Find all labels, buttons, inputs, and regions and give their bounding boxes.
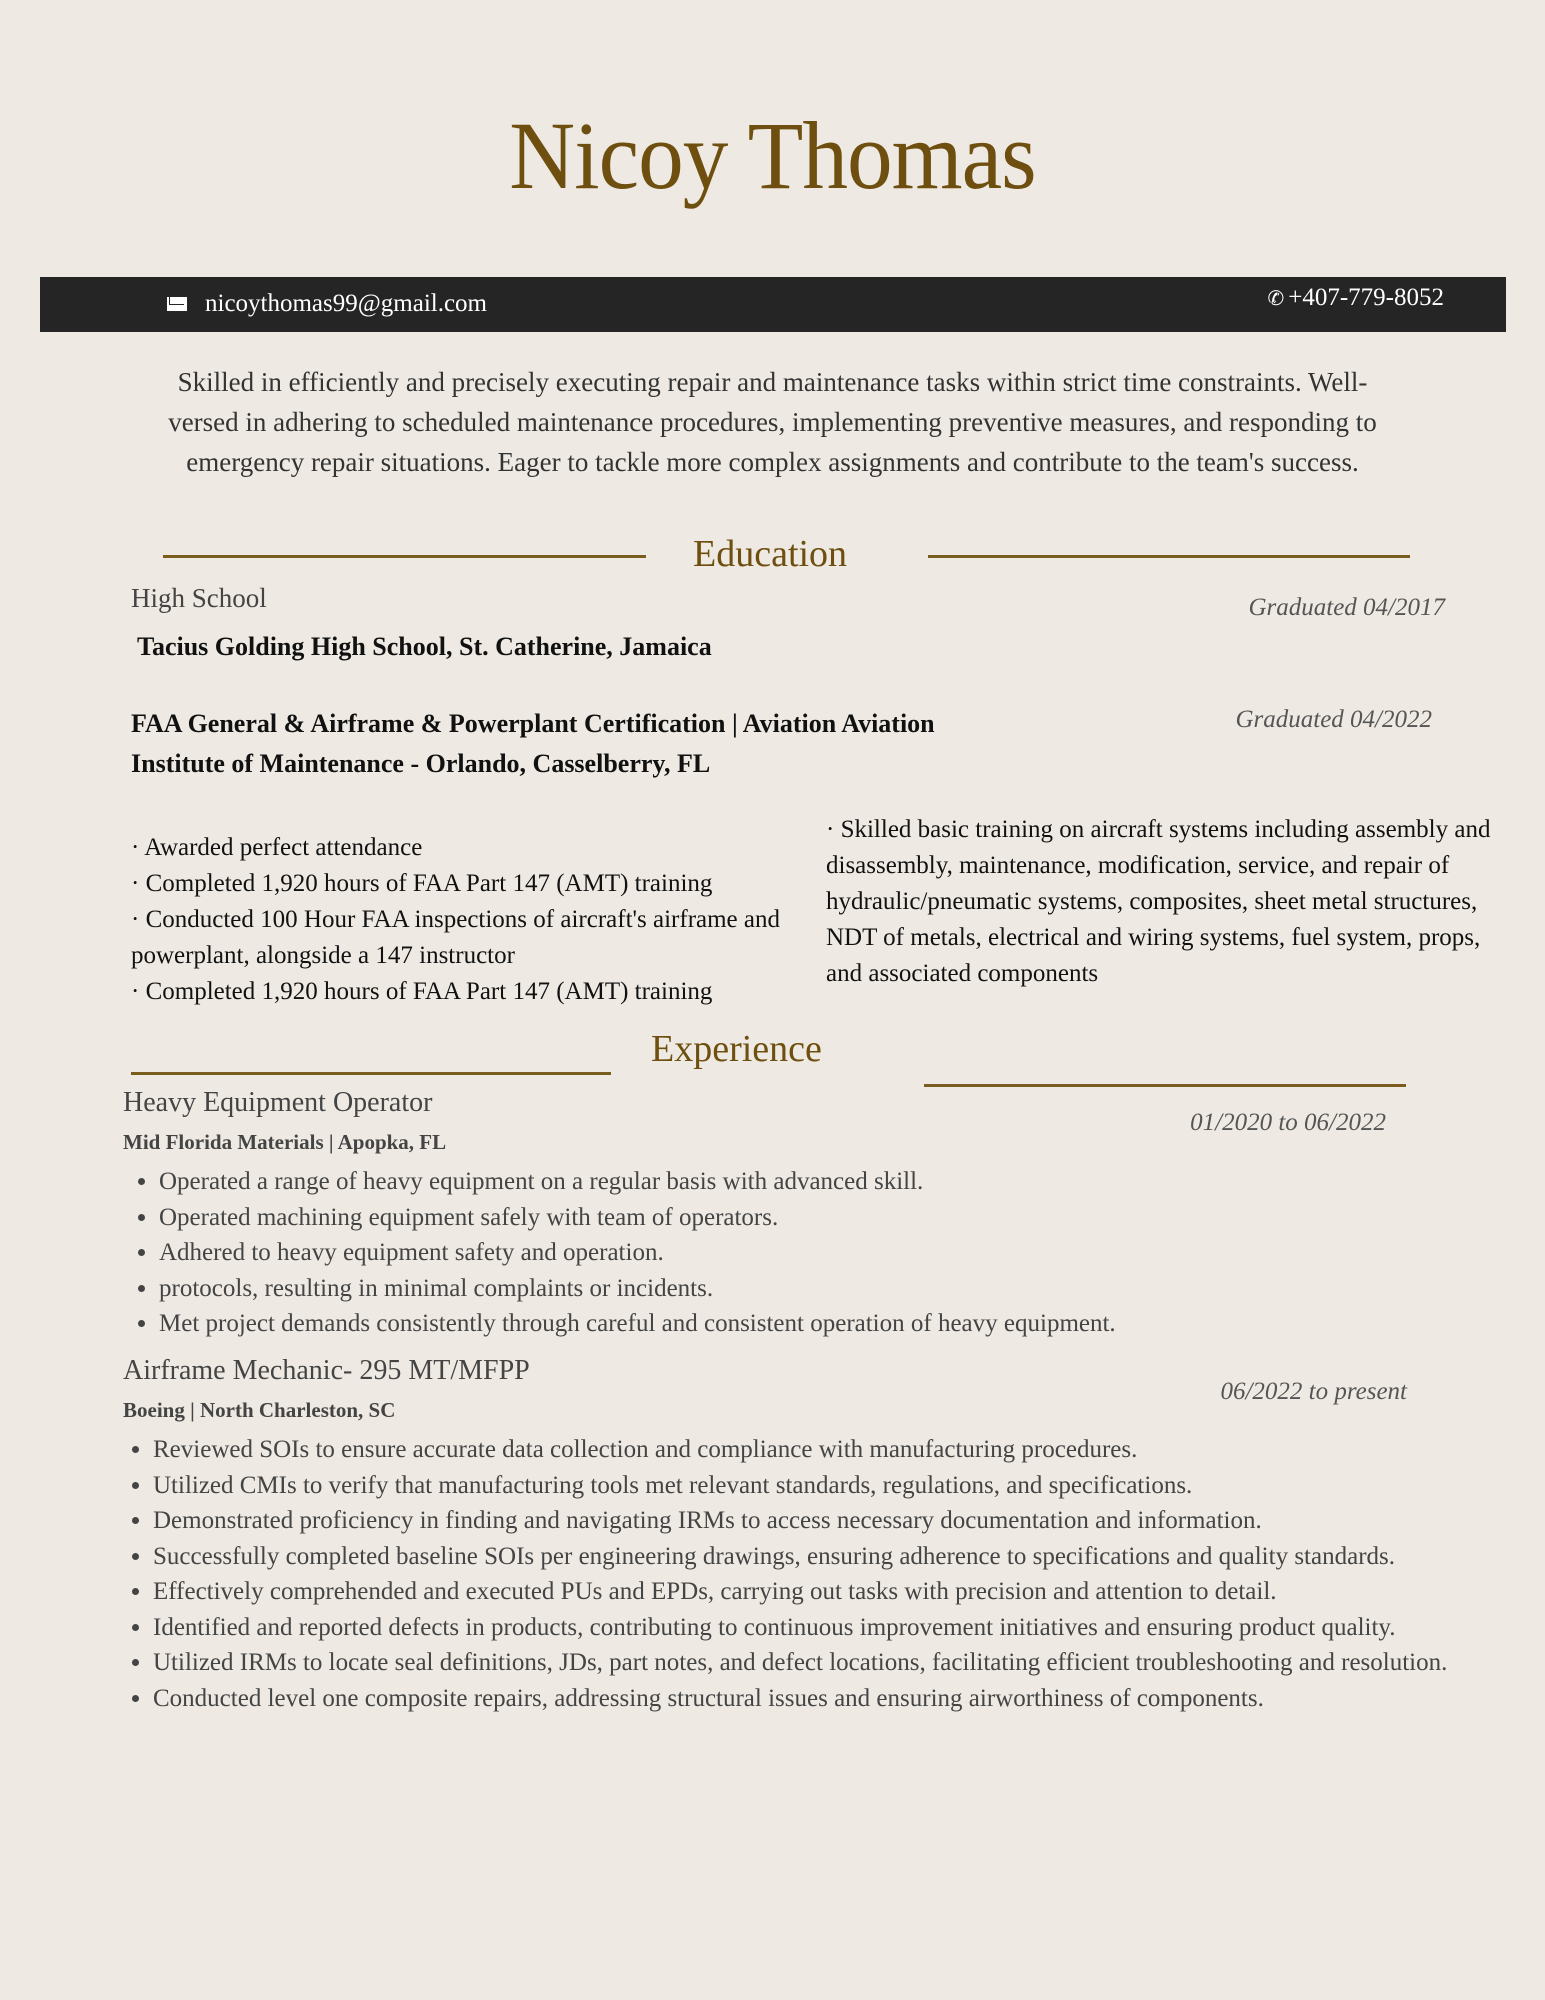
section-divider [924,1084,1406,1087]
job-company: Mid Florida Materials | Apopka, FL [123,1130,447,1154]
job-bullet: • protocols, resulting in minimal complaints or incidents. [159,1271,1459,1307]
education-heading: Education [693,533,848,575]
education-school: Tacius Golding High School, St. Catherine, Jamaica [137,632,712,661]
job-title: Airframe Mechanic- 295 MT/MFPP [123,1355,530,1386]
contact-bar [40,277,1506,332]
job-bullet: • Operated machining equipment safely with team of operators. [159,1200,1459,1236]
job-bullet: • Operated a range of heavy equipment on a regular basis with advanced skill. [159,1164,1459,1200]
education-school: FAA General & Airframe & Powerplant Certification | Aviation Aviation Institute of Maintenance - Orlando, Casselberry, FL [131,709,935,778]
job-bullet: • Utilized IRMs to locate seal definitions, JDs, part notes, and defect locations, facilitating efficient troubleshooting and resolution. [153,1645,1463,1681]
phone-number[interactable]: +407-779-8052 [1288,284,1444,311]
job-company: Boeing | North Charleston, SC [123,1398,396,1422]
email-address[interactable]: nicoythomas99@gmail.com [205,290,488,317]
job-bullet: • Identified and reported defects in products, contributing to continuous improvement initiatives and ensuring product quality. [153,1610,1463,1646]
education-bullet: · Awarded perfect attendance [131,834,423,861]
envelope-icon [167,297,187,311]
job-bullet: • Adhered to heavy equipment safety and operation. [159,1235,1459,1271]
education-level: High School [131,583,267,613]
job-date: 06/2022 to present [1220,1378,1407,1405]
phone-icon: ✆ [1267,287,1285,310]
education-bullet: · Conducted 100 Hour FAA inspections of aircraft's airframe and powerplant, alongside a 147 instructor [131,906,780,969]
job-bullet: • Reviewed SOIs to ensure accurate data collection and compliance with manufacturing procedures. [153,1432,1463,1468]
job-bullet: • Met project demands consistently through careful and consistent operation of heavy equipment. [159,1306,1459,1342]
email-contact [167,290,487,318]
education-date: Graduated 04/2017 [1248,594,1445,621]
job-bullets [123,1432,1463,1716]
job-bullet: • Successfully completed baseline SOIs per engineering drawings, ensuring adherence to specifications and quality standards. [153,1539,1463,1575]
education-bullets-left [131,830,791,1010]
summary: Skilled in efficiently and precisely executing repair and maintenance tasks within strict time constraints. Well-versed in adhering to scheduled maintenance procedures, implementing preventive measures, and responding to emergency repair situations. Eager to tackle more complex assignments and contribute to the team's success. [168,367,1377,477]
experience-heading: Experience [651,1028,822,1070]
job-bullets [129,1164,1459,1342]
education-bullet: · Completed 1,920 hours of FAA Part 147 (AMT) training [131,870,713,897]
section-divider [131,1072,611,1075]
education-bullet: · Completed 1,920 hours of FAA Part 147 (AMT) training [131,978,713,1005]
job-bullet: • Conducted level one composite repairs, addressing structural issues and ensuring airworthiness of components. [153,1681,1463,1717]
section-divider [163,555,646,558]
job-bullet: • Utilized CMIs to verify that manufacturing tools met relevant standards, regulations, and specifications. [153,1468,1463,1504]
job-date: 01/2020 to 06/2022 [1190,1109,1386,1136]
phone-contact [1267,284,1444,312]
job-bullet: • Demonstrated proficiency in finding and navigating IRMs to access necessary documentation and information. [153,1503,1463,1539]
candidate-name: Nicoy Thomas [509,102,1036,209]
education-date: Graduated 04/2022 [1235,706,1432,733]
job-title: Heavy Equipment Operator [123,1087,433,1118]
section-divider [928,555,1410,558]
job-bullet: • Effectively comprehended and executed PUs and EPDs, carrying out tasks with precision and attention to detail. [153,1574,1463,1610]
education-bullet-right: · Skilled basic training on aircraft systems including assembly and disassembly, maintenance, modification, service, and repair of hydraulic/pneumatic systems, composites, sheet metal structures, NDT of metals, electrical and wiring systems, fuel system, props, and associated components [826,816,1491,987]
